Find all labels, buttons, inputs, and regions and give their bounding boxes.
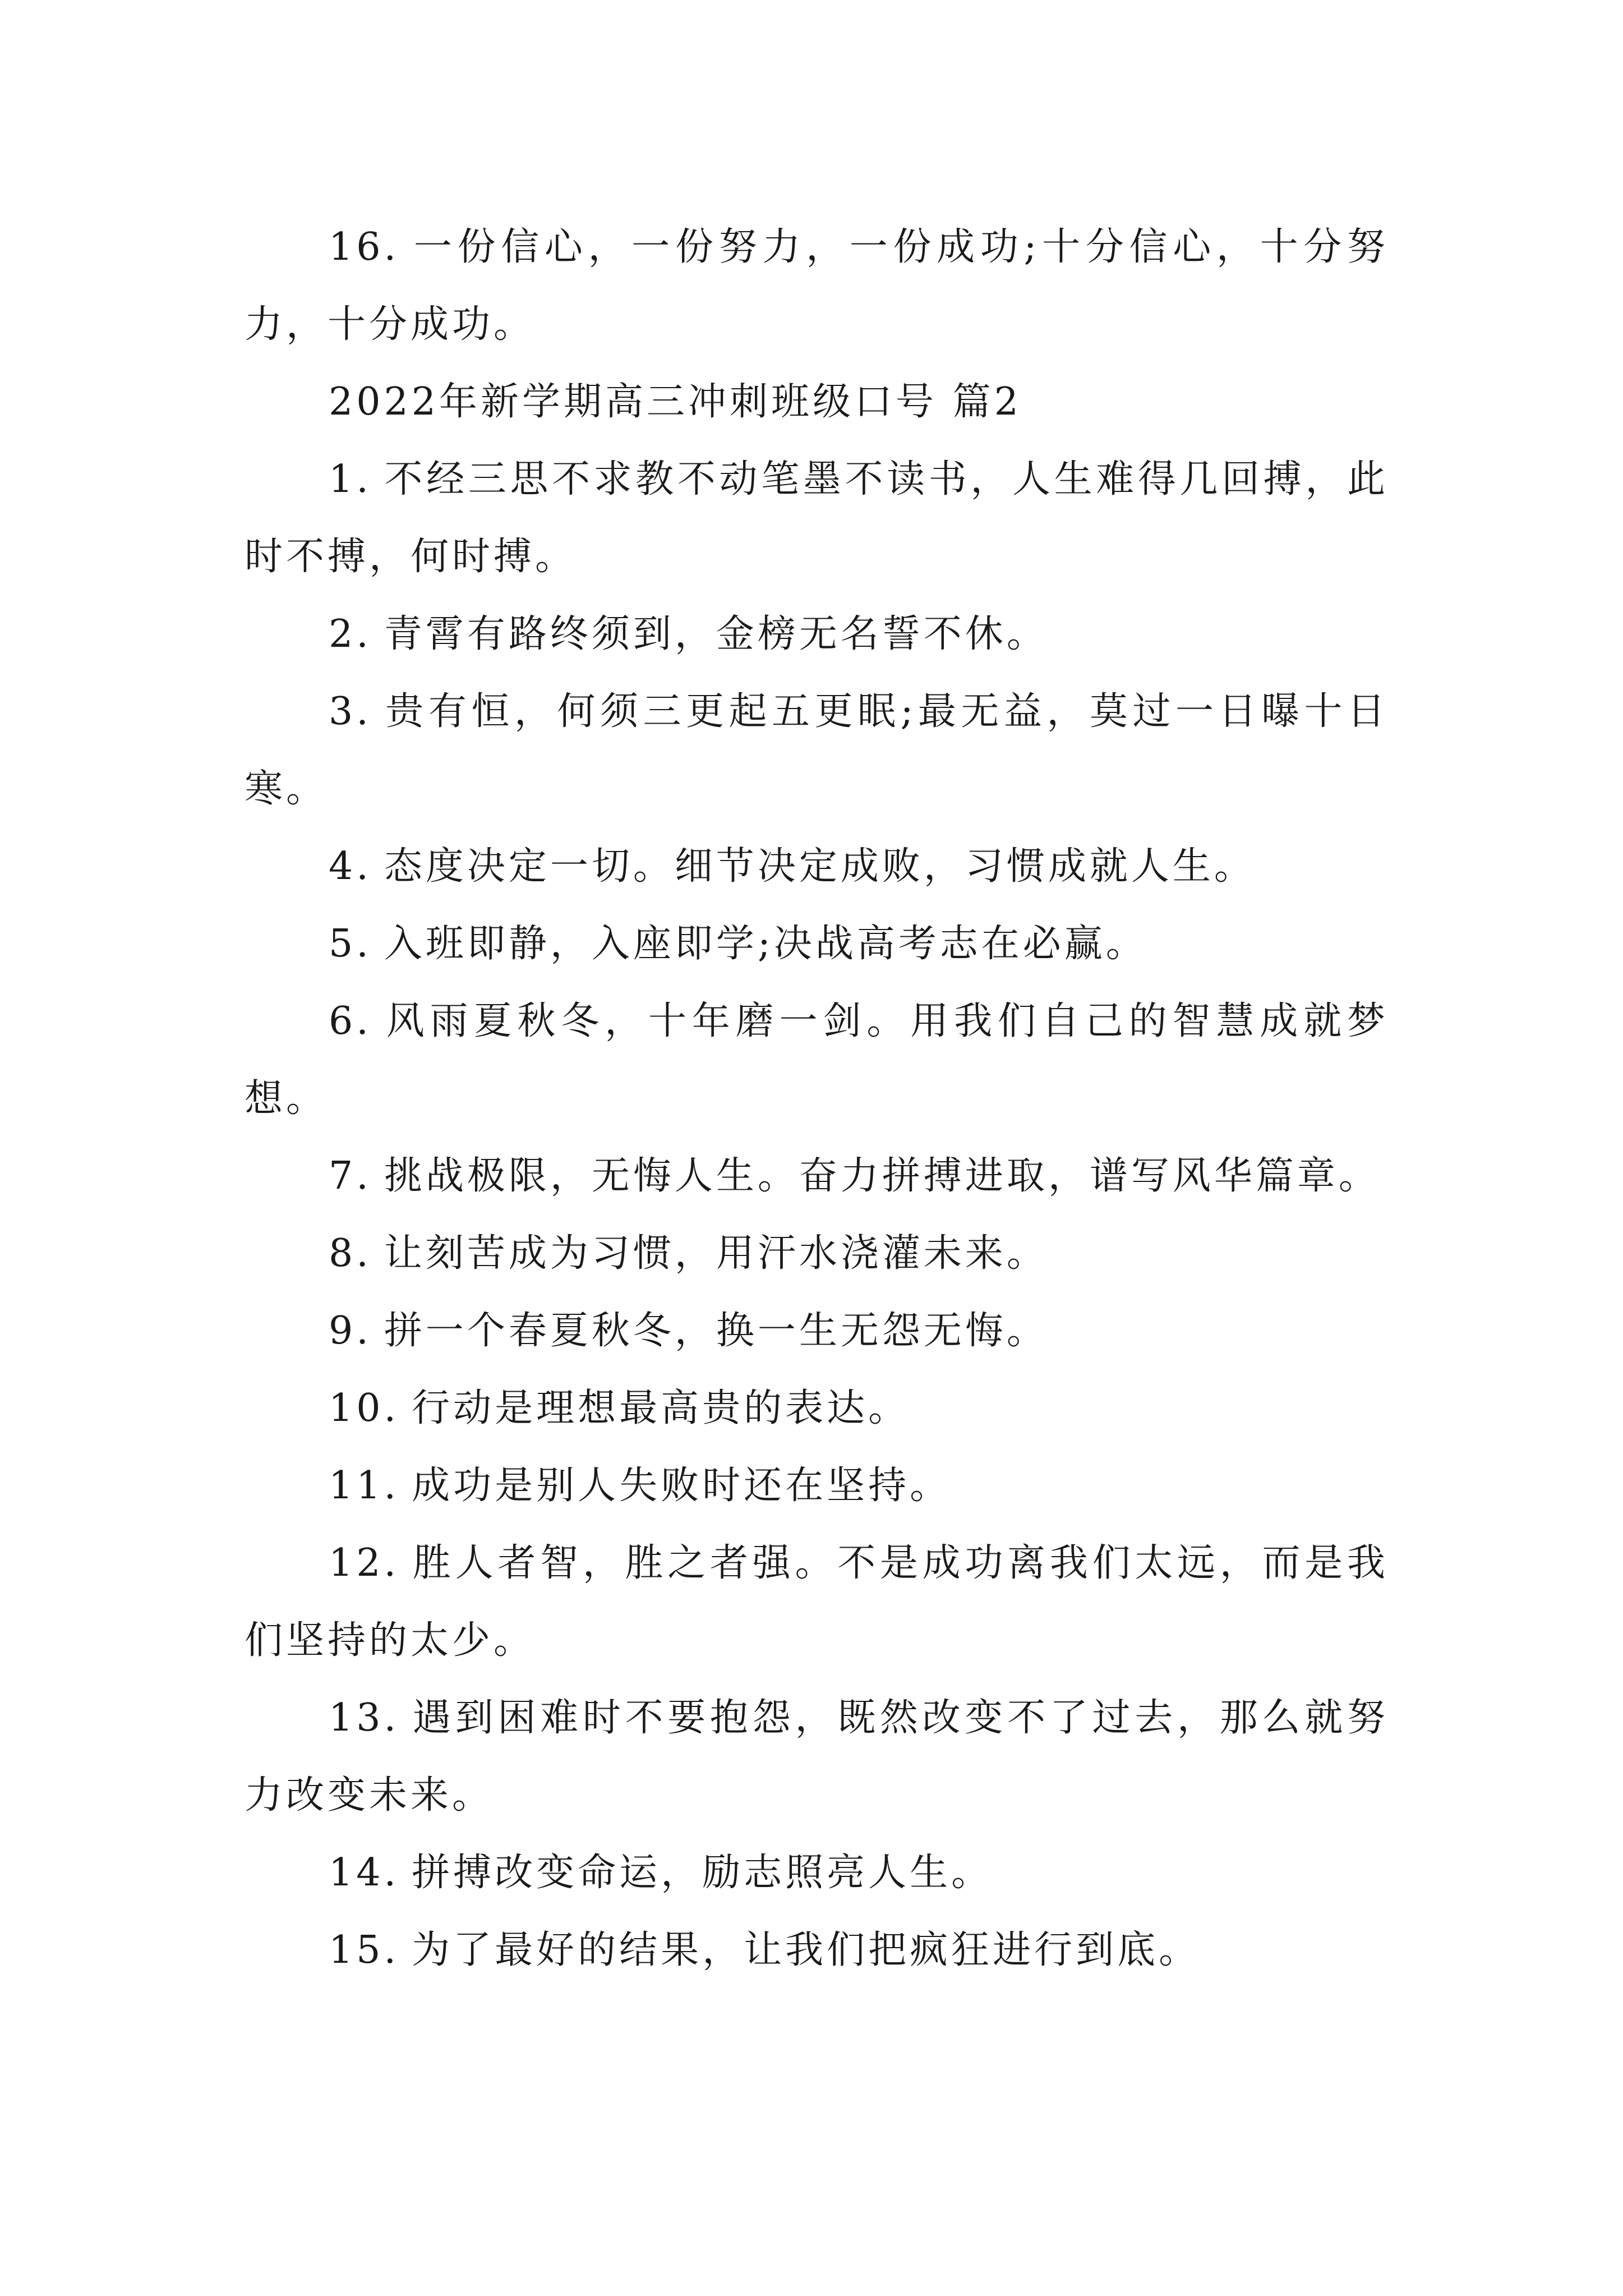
item-number: 6. [329, 999, 372, 1043]
item-number: 9. [329, 1309, 372, 1353]
item-text: 入班即静，入座即学;决战高考志在必赢。 [384, 922, 1147, 966]
slogan-item-15 [245, 1912, 1389, 1989]
item-number: 1. [329, 457, 372, 501]
item-number: 2. [329, 612, 372, 656]
slogan-item-8 [245, 1215, 1389, 1292]
item-text: 行动是理想最高贵的表达。 [412, 1386, 910, 1430]
item-number: 7. [329, 1154, 372, 1198]
item-text: 成功是别人失败时还在坚持。 [412, 1464, 952, 1508]
item-text: 胜人者智，胜之者强。不是成功离我们太远，而是我们坚持的太少。 [245, 1541, 1389, 1663]
slogan-item-3 [245, 673, 1389, 828]
item-text: 青霄有路终须到，金榜无名誓不休。 [384, 612, 1048, 656]
section-heading [245, 364, 1389, 441]
item-number: 5. [329, 922, 372, 966]
slogan-item-4 [245, 828, 1389, 905]
slogan-item-6 [245, 983, 1389, 1138]
slogan-item-14 [245, 1834, 1389, 1912]
item-text: 为了最好的结果，让我们把疯狂进行到底。 [412, 1928, 1201, 1972]
document-body [245, 209, 1389, 1989]
slogan-item-9 [245, 1292, 1389, 1370]
item-text: 态度决定一切。细节决定成败，习惯成就人生。 [384, 844, 1256, 889]
item-number: 14. [329, 1851, 400, 1895]
item-number: 8. [329, 1231, 372, 1276]
slogan-item-1 [245, 441, 1389, 596]
item-text: 拼搏改变命运，励志照亮人生。 [412, 1851, 993, 1895]
slogan-item-2 [245, 596, 1389, 673]
item-number: 4. [329, 844, 372, 889]
item-text: 让刻苦成为习惯，用汗水浇灌未来。 [384, 1231, 1048, 1276]
slogan-item-12 [245, 1525, 1389, 1680]
item-number: 11. [329, 1464, 400, 1508]
slogan-item-16 [245, 209, 1389, 364]
item-number: 13. [329, 1696, 400, 1740]
slogan-item-5 [245, 905, 1389, 983]
item-text: 风雨夏秋冬，十年磨一剑。用我们自己的智慧成就梦想。 [245, 999, 1389, 1121]
item-number: 16. [329, 225, 400, 269]
item-text: 遇到困难时不要抱怨，既然改变不了过去，那么就努力改变未来。 [245, 1696, 1389, 1818]
item-text: 一份信心，一份努力，一份成功;十分信心，十分努力，十分成功。 [245, 225, 1389, 347]
item-text: 贵有恒，何须三更起五更眠;最无益，莫过一日曝十日寒。 [245, 689, 1389, 811]
slogan-item-13 [245, 1680, 1389, 1834]
item-text: 拼一个春夏秋冬，换一生无怨无悔。 [384, 1309, 1048, 1353]
slogan-item-10 [245, 1370, 1389, 1447]
item-number: 12. [329, 1541, 400, 1585]
section-heading-text: 2022年新学期高三冲刺班级口号 篇2 [329, 380, 1022, 424]
item-text: 挑战极限，无悔人生。奋力拼搏进取，谱写风华篇章。 [384, 1154, 1380, 1198]
slogan-item-11 [245, 1447, 1389, 1525]
item-text: 不经三思不求教不动笔墨不读书，人生难得几回搏，此时不搏，何时搏。 [245, 457, 1389, 579]
slogan-item-7 [245, 1138, 1389, 1215]
item-number: 10. [329, 1386, 400, 1430]
item-number: 15. [329, 1928, 400, 1972]
item-number: 3. [329, 689, 372, 734]
